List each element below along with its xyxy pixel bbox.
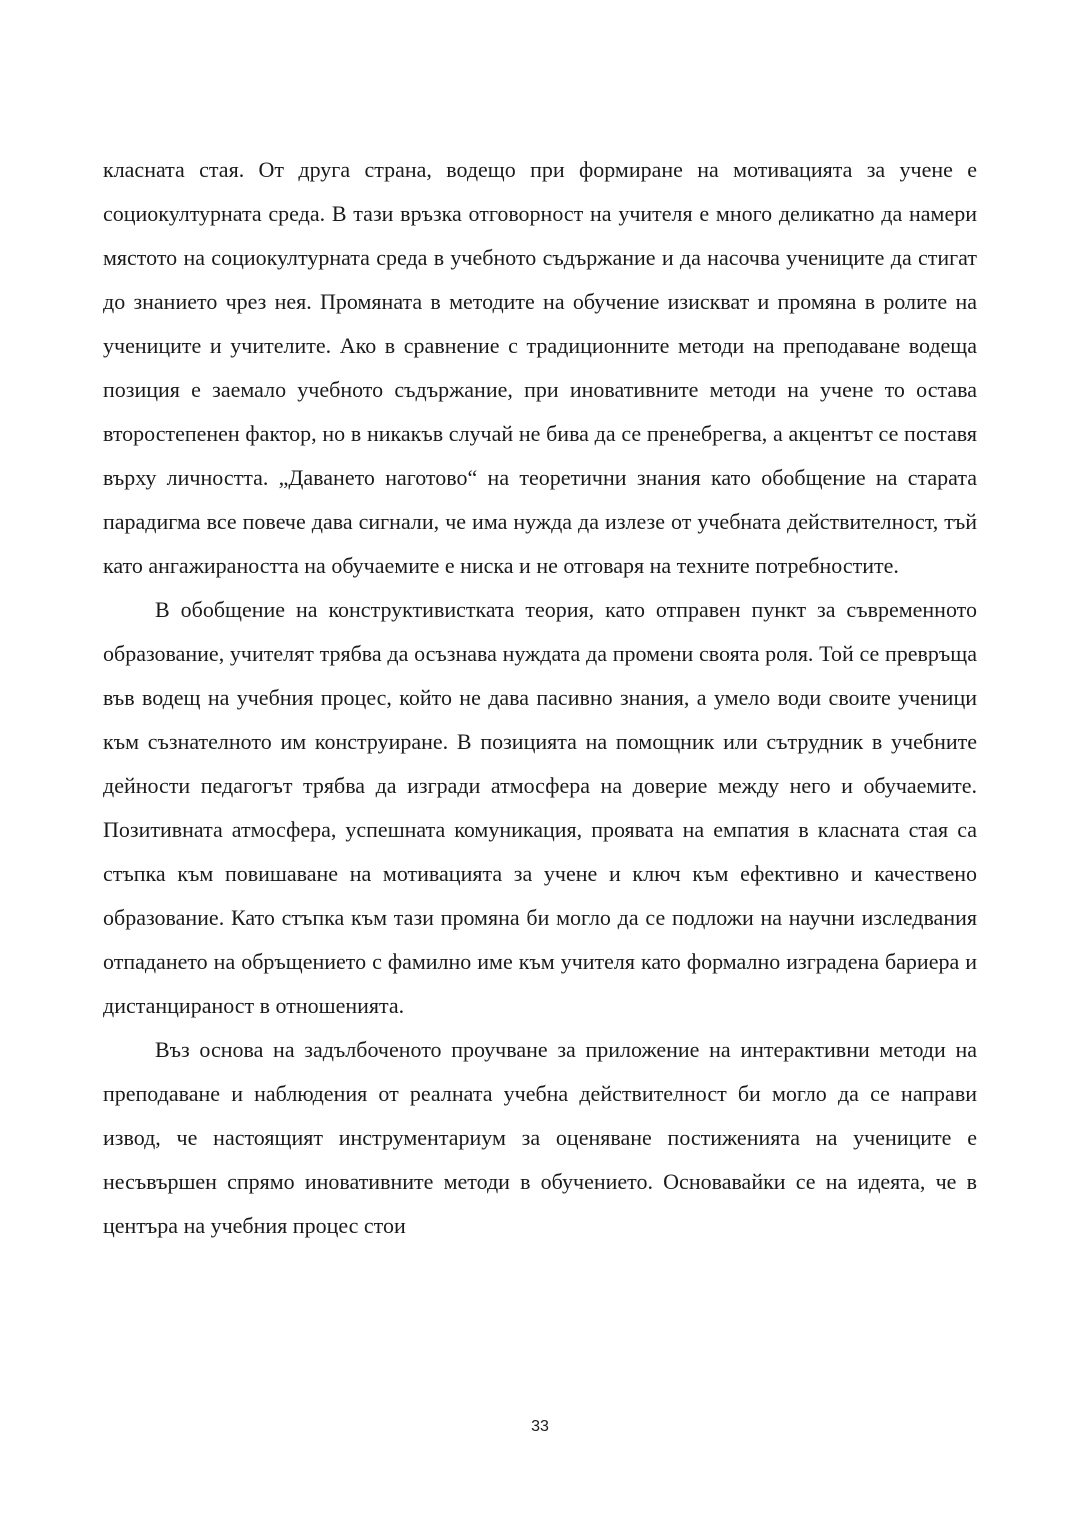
body-text	[103, 148, 977, 1248]
paragraph-3: Въз основа на задълбоченото проучване за приложение на интерактивни методи на преподаване и наблюдения от реалната учебна действителност би могло да се направи извод, че настоящият инструментариум за оценяване постиженията на учениците е несъвършен спрямо иновативните методи в обучението. Основавайки се на идеята, че в центъра на учебния процес стои	[103, 1037, 977, 1238]
page-number: 33	[531, 1418, 549, 1435]
paragraph-2: В обобщение на конструктивисткатa теория, като отправен пункт за съвременното образование, учителят трябва да осъзнава нуждата да промени своята роля. Той се превръща във водещ на учебния процес, който не дава пасивно знания, а умело води своите ученици към съзнателното им конструиране. В позицията на помощник или сътрудник в учебните дейности педагогът трябва да изгради атмосфера на доверие между него и обучаемите. Позитивната атмосфера, успешната комуникация, проявата на емпатия в класната стая са стъпка към повишаване на мотивацията за учене и ключ към ефективно и качествено образование. Като стъпка към тази промяна би могло да се подложи на научни изследвания отпадането на обръщението с фамилно име към учителя като формално изградена бариера и дистанцираност в отношенията.	[103, 597, 977, 1018]
paragraph-1: класната стая. От друга страна, водещо при формиране на мотивацията за учене е социокултурната среда. В тази връзка отговорност на учителя е много деликатно да намери мястото на социокултурната среда в учебното съдържание и да насочва учениците да стигат до знанието чрез нея. Промяната в методите на обучение изискват и промяна в ролите на учениците и учителите. Ако в сравнение с традиционните методи на преподаване водеща позиция е заемало учебното съдържание, при иновативните методи на учене то остава второстепенен фактор, но в никакъв случай не бива да се пренебрегва, а акцентът се поставя върху личността. „Даването наготово“ на теоретични знания като обобщение на старата парадигма все повече дава сигнали, че има нужда да излезе от учебната действителност, тъй като ангажираността на обучаемите е ниска и не отговаря на техните потребностите.	[103, 157, 977, 578]
